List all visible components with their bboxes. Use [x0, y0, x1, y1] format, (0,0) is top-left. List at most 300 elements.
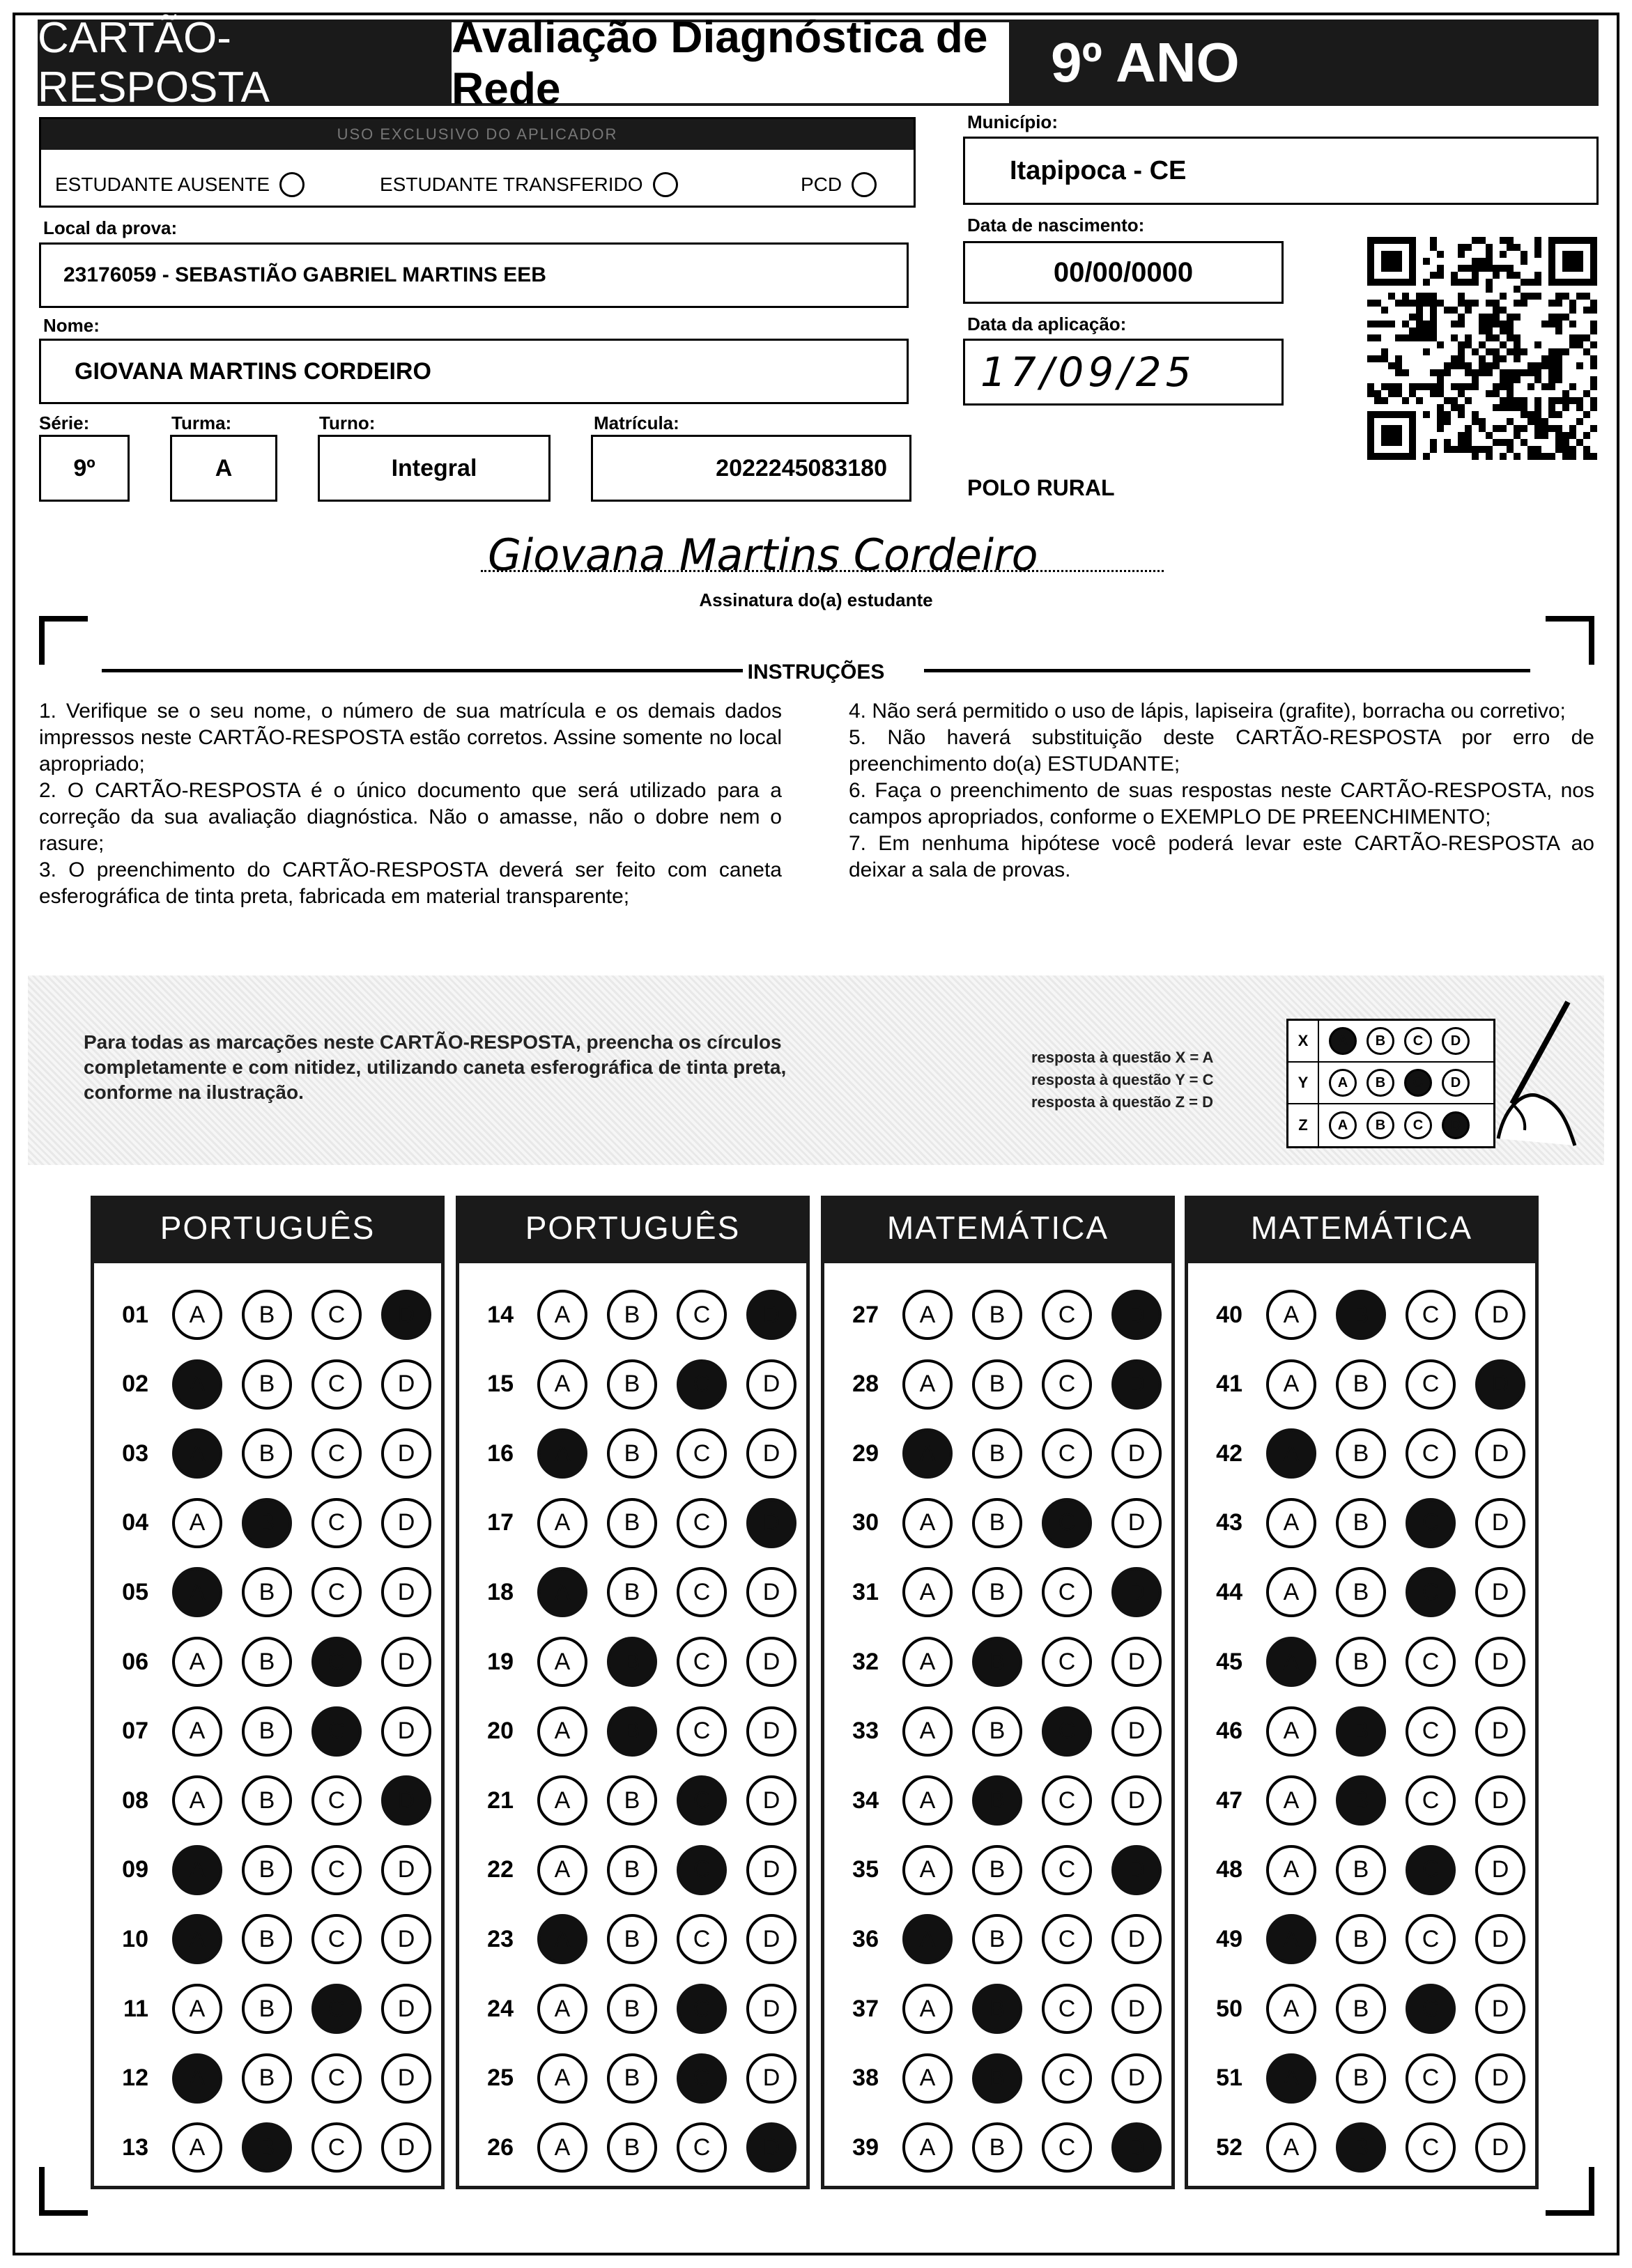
answer-bubble-b[interactable]: B — [607, 1498, 657, 1548]
answer-bubble-d[interactable]: D — [381, 1706, 431, 1757]
answer-bubble-d[interactable]: D — [1111, 1984, 1162, 2034]
answer-bubble-c[interactable]: C — [311, 1637, 362, 1687]
question-number: 26 — [487, 2134, 514, 2161]
answer-bubble-d[interactable]: D — [1111, 2122, 1162, 2173]
answer-bubble-c[interactable]: C — [1042, 1706, 1092, 1757]
answer-bubble-b[interactable]: B — [972, 1567, 1022, 1617]
answer-bubble-d[interactable]: D — [1475, 1914, 1525, 1964]
answer-bubble-d[interactable]: D — [381, 1498, 431, 1548]
answer-bubble-d[interactable]: D — [1111, 1637, 1162, 1687]
question-number: 30 — [852, 1509, 879, 1536]
polo-label: POLO RURAL — [967, 475, 1115, 500]
question-number: 03 — [122, 1440, 148, 1467]
question-number: 24 — [487, 1995, 514, 2022]
answer-bubble-a[interactable]: A — [1266, 1984, 1316, 2034]
answer-bubble-d[interactable]: D — [746, 1845, 796, 1895]
answer-bubble-c[interactable]: C — [677, 1359, 727, 1410]
answer-bubble-d[interactable]: D — [746, 1984, 796, 2034]
answer-bubble-c[interactable]: C — [311, 1984, 362, 2034]
answer-bubble-b[interactable]: B — [607, 1914, 657, 1964]
answer-column — [456, 1260, 810, 2189]
answer-bubble-d[interactable]: D — [746, 1706, 796, 1757]
answer-bubble-c[interactable]: C — [1042, 1775, 1092, 1826]
answer-bubble-a[interactable]: A — [172, 1706, 222, 1757]
answer-bubble-d[interactable]: D — [746, 1775, 796, 1826]
corner-bracket-bl — [39, 2167, 88, 2216]
answer-bubble-b[interactable]: B — [1336, 1359, 1386, 1410]
answer-bubble-a[interactable]: A — [902, 1428, 953, 1479]
answer-bubble-c[interactable]: C — [311, 1706, 362, 1757]
answer-bubble-a[interactable]: A — [172, 1290, 222, 1340]
question-number: 13 — [122, 2134, 148, 2161]
answer-bubble-a[interactable]: A — [1266, 1637, 1316, 1687]
answer-bubble-d[interactable]: D — [1475, 2122, 1525, 2173]
answer-bubble-b[interactable]: B — [242, 1775, 292, 1826]
instructions-left — [39, 698, 782, 910]
answer-bubble-a[interactable]: A — [902, 1706, 953, 1757]
answer-bubble-a[interactable]: A — [1266, 2053, 1316, 2104]
answer-bubble-b[interactable]: B — [1336, 1706, 1386, 1757]
answer-bubble-a[interactable]: A — [537, 1914, 587, 1964]
answer-bubble-b[interactable]: B — [607, 1428, 657, 1479]
answer-bubble-b[interactable]: B — [1336, 1567, 1386, 1617]
answer-bubble-c[interactable]: C — [1406, 1637, 1456, 1687]
answer-bubble-d[interactable]: D — [381, 1290, 431, 1340]
answer-bubble-b[interactable]: B — [972, 2122, 1022, 2173]
answer-bubble-c[interactable]: C — [311, 2053, 362, 2104]
answer-bubble-d[interactable]: D — [746, 1567, 796, 1617]
answer-bubble-c[interactable]: C — [1406, 1567, 1456, 1617]
question-number: 44 — [1216, 1578, 1242, 1605]
question-number: 10 — [122, 1925, 148, 1952]
answer-bubble-c[interactable]: C — [1042, 1359, 1092, 1410]
answer-bubble-b[interactable]: B — [242, 1567, 292, 1617]
absent-circle[interactable] — [279, 172, 305, 197]
nome-value: GIOVANA MARTINS CORDEIRO — [75, 357, 431, 385]
answer-bubble-c[interactable]: C — [311, 1567, 362, 1617]
question-row — [824, 1488, 1171, 1558]
question-row — [1188, 2044, 1535, 2113]
question-number: 07 — [122, 1718, 148, 1745]
answer-bubble-b[interactable]: B — [242, 1290, 292, 1340]
answer-bubble-c[interactable]: C — [677, 1845, 727, 1895]
answer-bubble-d[interactable]: D — [1111, 1775, 1162, 1826]
answer-bubble-d[interactable]: D — [381, 1775, 431, 1826]
answer-bubble-b[interactable]: B — [1336, 1984, 1386, 2034]
question-number: 18 — [487, 1578, 514, 1605]
question-row — [824, 1974, 1171, 2044]
answer-bubble-a[interactable]: A — [902, 1359, 953, 1410]
answer-bubble-d[interactable]: D — [746, 1498, 796, 1548]
question-row — [459, 1904, 806, 1974]
answer-bubble-b[interactable]: B — [242, 2122, 292, 2173]
answer-bubble-d[interactable]: D — [381, 1845, 431, 1895]
instruction-4: 4. Não será permitido o uso de lápis, lapiseira (grafite), borracha ou corretivo; — [849, 700, 1566, 723]
question-number: 17 — [487, 1509, 514, 1536]
answer-bubble-d[interactable]: D — [1111, 2053, 1162, 2104]
answer-bubble-d[interactable]: D — [381, 2122, 431, 2173]
corner-bracket-tr — [1546, 616, 1594, 665]
answer-bubble-a[interactable]: A — [1266, 1775, 1316, 1826]
answer-bubble-c[interactable]: C — [677, 1498, 727, 1548]
answer-bubble-a[interactable]: A — [902, 1567, 953, 1617]
nome-field — [39, 339, 909, 404]
question-number: 11 — [123, 1995, 148, 2022]
answer-bubble-d[interactable]: D — [1475, 1706, 1525, 1757]
question-row — [1188, 1835, 1535, 1905]
answer-bubble-a[interactable]: A — [1266, 1498, 1316, 1548]
answer-bubble-c[interactable]: C — [1406, 1984, 1456, 2034]
answer-bubble-c[interactable]: C — [677, 1290, 727, 1340]
answer-bubble-c[interactable]: C — [311, 1914, 362, 1964]
answer-bubble-a[interactable]: A — [172, 2122, 222, 2173]
fill-example-line: resposta à questão X = A — [1031, 1049, 1214, 1066]
answer-bubble-c[interactable]: C — [1406, 1775, 1456, 1826]
answer-bubble-b[interactable]: B — [1336, 1428, 1386, 1479]
question-number: 37 — [852, 1995, 879, 2022]
question-number: 22 — [487, 1856, 514, 1883]
answer-bubble-a[interactable]: A — [172, 1567, 222, 1617]
answer-bubble-d[interactable]: D — [1111, 1359, 1162, 1410]
answer-bubble-c[interactable]: C — [1406, 2053, 1456, 2104]
answer-column — [821, 1260, 1175, 2189]
transferred-circle[interactable] — [653, 172, 678, 197]
question-row — [824, 2044, 1171, 2113]
answer-bubble-b[interactable]: B — [242, 1637, 292, 1687]
answer-bubble-b[interactable]: B — [242, 1359, 292, 1410]
fill-example-bubble: B — [1367, 1069, 1394, 1097]
answer-bubble-c[interactable]: C — [1406, 1359, 1456, 1410]
answer-bubble-b[interactable]: B — [607, 1290, 657, 1340]
answer-bubble-a[interactable]: A — [1266, 1845, 1316, 1895]
matricula-field — [591, 435, 911, 502]
answer-bubble-c[interactable]: C — [1042, 1567, 1092, 1617]
answer-bubble-c[interactable]: C — [311, 1498, 362, 1548]
question-row — [94, 1557, 441, 1627]
answer-bubble-b[interactable]: B — [242, 1498, 292, 1548]
answer-bubble-d[interactable]: D — [381, 1567, 431, 1617]
grade-title: 9º ANO — [1012, 20, 1599, 106]
answer-bubble-c[interactable]: C — [1042, 1498, 1092, 1548]
question-number: 19 — [487, 1648, 514, 1675]
answer-bubble-c[interactable]: C — [1042, 1637, 1092, 1687]
question-number: 23 — [487, 1925, 514, 1952]
answer-bubble-b[interactable]: B — [607, 2053, 657, 2104]
answer-bubble-a[interactable]: A — [172, 1637, 222, 1687]
answer-bubble-a[interactable]: A — [902, 2053, 953, 2104]
question-row — [459, 1419, 806, 1488]
question-row — [459, 1557, 806, 1627]
answer-bubble-c[interactable]: C — [1406, 1498, 1456, 1548]
answer-bubble-c[interactable]: C — [677, 2053, 727, 2104]
question-number: 35 — [852, 1856, 879, 1883]
answer-bubble-a[interactable]: A — [537, 1775, 587, 1826]
answer-bubble-c[interactable]: C — [311, 1775, 362, 1826]
answer-bubble-c[interactable]: C — [677, 1567, 727, 1617]
answer-bubble-a[interactable]: A — [1266, 1359, 1316, 1410]
answer-bubble-d[interactable]: D — [1111, 1428, 1162, 1479]
answer-bubble-d[interactable]: D — [1111, 1567, 1162, 1617]
nascimento-label: Data de nascimento: — [967, 215, 1145, 236]
fill-example-bubble: C — [1404, 1027, 1432, 1055]
answer-bubble-d[interactable]: D — [746, 1637, 796, 1687]
fill-instruction: Para todas as marcações neste CARTÃO-RESPOSTA, preencha os círculos completamente e com nitidez, utilizando caneta esferográfica de tinta preta, conforme na ilustração. — [84, 1031, 787, 1103]
answer-bubble-d[interactable]: D — [381, 1359, 431, 1410]
answer-bubble-b[interactable]: B — [607, 1637, 657, 1687]
answer-bubble-b[interactable]: B — [607, 1984, 657, 2034]
question-row — [459, 1627, 806, 1697]
answer-bubble-c[interactable]: C — [1042, 1290, 1092, 1340]
answer-bubble-b[interactable]: B — [972, 1984, 1022, 2034]
question-number: 16 — [487, 1440, 514, 1467]
answer-bubble-a[interactable]: A — [1266, 1567, 1316, 1617]
question-row — [1188, 1974, 1535, 2044]
answer-bubble-b[interactable]: B — [607, 1359, 657, 1410]
answer-bubble-a[interactable]: A — [902, 2122, 953, 2173]
answer-bubble-d[interactable]: D — [381, 1914, 431, 1964]
answer-bubble-d[interactable]: D — [1475, 1845, 1525, 1895]
answer-bubble-b[interactable]: B — [1336, 2122, 1386, 2173]
nome-label: Nome: — [43, 315, 100, 336]
question-number: 04 — [122, 1509, 148, 1536]
answer-bubble-d[interactable]: D — [1475, 1984, 1525, 2034]
question-row — [1188, 1280, 1535, 1350]
answer-bubble-b[interactable]: B — [1336, 1914, 1386, 1964]
answer-bubble-b[interactable]: B — [607, 2122, 657, 2173]
question-row — [824, 1280, 1171, 1350]
answer-bubble-a[interactable]: A — [902, 1498, 953, 1548]
question-number: 32 — [852, 1648, 879, 1675]
answer-bubble-c[interactable]: C — [1406, 1706, 1456, 1757]
question-row — [94, 1766, 441, 1835]
answer-bubble-c[interactable]: C — [1406, 1914, 1456, 1964]
corner-bracket-tl — [39, 616, 88, 665]
answer-bubble-a[interactable]: A — [537, 2122, 587, 2173]
question-number: 46 — [1216, 1718, 1242, 1745]
answer-bubble-a[interactable]: A — [537, 2053, 587, 2104]
answer-bubble-d[interactable]: D — [1475, 1428, 1525, 1479]
answer-bubble-c[interactable]: C — [677, 1428, 727, 1479]
answer-bubble-c[interactable]: C — [1042, 1428, 1092, 1479]
transferred-option[interactable] — [380, 172, 678, 197]
answer-bubble-b[interactable]: B — [242, 1845, 292, 1895]
answer-bubble-a[interactable]: A — [172, 2053, 222, 2104]
absent-option[interactable] — [55, 172, 305, 197]
answer-bubble-b[interactable]: B — [1336, 1637, 1386, 1687]
answer-bubble-c[interactable]: C — [1406, 1290, 1456, 1340]
question-row — [94, 1835, 441, 1905]
answer-bubble-a[interactable]: A — [172, 1775, 222, 1826]
answer-bubble-d[interactable]: D — [746, 1914, 796, 1964]
answer-bubble-d[interactable]: D — [1111, 1914, 1162, 1964]
answer-bubble-b[interactable]: B — [972, 1359, 1022, 1410]
question-number: 33 — [852, 1718, 879, 1745]
instruction-2: 2. O CARTÃO-RESPOSTA é o único documento que será utilizado para a correção da sua avaliação diagnóstica. Não o amasse, não o dobre nem o rasure; — [39, 779, 782, 855]
answer-bubble-b[interactable]: B — [972, 1914, 1022, 1964]
answer-bubble-a[interactable]: A — [172, 1359, 222, 1410]
answer-bubble-a[interactable]: A — [902, 1914, 953, 1964]
local-value: 23176059 - SEBASTIÃO GABRIEL MARTINS EEB — [63, 263, 546, 286]
answer-bubble-d[interactable]: D — [1475, 1567, 1525, 1617]
answer-bubble-d[interactable]: D — [381, 1428, 431, 1479]
answer-bubble-c[interactable]: C — [677, 1775, 727, 1826]
answer-bubble-a[interactable]: A — [172, 1914, 222, 1964]
answer-bubble-b[interactable]: B — [242, 1428, 292, 1479]
answer-bubble-b[interactable]: B — [972, 1637, 1022, 1687]
answer-bubble-a[interactable]: A — [537, 1498, 587, 1548]
answer-bubble-d[interactable]: D — [1111, 1706, 1162, 1757]
answer-bubble-b[interactable]: B — [242, 2053, 292, 2104]
answer-bubble-c[interactable]: C — [677, 1914, 727, 1964]
answer-column — [91, 1260, 445, 2189]
answer-bubble-c[interactable]: C — [311, 1428, 362, 1479]
answer-bubble-d[interactable]: D — [746, 1359, 796, 1410]
answer-bubble-a[interactable]: A — [537, 1290, 587, 1340]
answer-bubble-c[interactable]: C — [677, 1706, 727, 1757]
column-header: MATEMÁTICA — [821, 1196, 1175, 1260]
answer-bubble-b[interactable]: B — [972, 1706, 1022, 1757]
answer-bubble-a[interactable]: A — [537, 1567, 587, 1617]
answer-bubble-d[interactable]: D — [1475, 1290, 1525, 1340]
answer-bubble-d[interactable]: D — [1111, 1845, 1162, 1895]
answer-bubble-d[interactable]: D — [746, 2053, 796, 2104]
question-row — [459, 1350, 806, 1419]
answer-bubble-b[interactable]: B — [972, 1775, 1022, 1826]
answer-bubble-c[interactable]: C — [1406, 2122, 1456, 2173]
answer-bubble-a[interactable]: A — [902, 1637, 953, 1687]
answer-bubble-a[interactable]: A — [1266, 1914, 1316, 1964]
answer-bubble-b[interactable]: B — [607, 1845, 657, 1895]
question-number: 40 — [1216, 1301, 1242, 1328]
answer-bubble-a[interactable]: A — [537, 1845, 587, 1895]
fill-example-row — [1288, 1104, 1493, 1146]
answer-bubble-d[interactable]: D — [746, 1290, 796, 1340]
question-number: 27 — [852, 1301, 879, 1328]
answer-bubble-b[interactable]: B — [1336, 1290, 1386, 1340]
question-row — [459, 1488, 806, 1558]
question-row — [1188, 1904, 1535, 1974]
question-row — [459, 1766, 806, 1835]
answer-bubble-d[interactable]: D — [381, 2053, 431, 2104]
answer-bubble-c[interactable]: C — [677, 1984, 727, 2034]
turno-value: Integral — [391, 454, 477, 481]
answer-bubble-d[interactable]: D — [381, 1637, 431, 1687]
fill-example-bubble: C — [1404, 1069, 1432, 1097]
municipio-field — [963, 137, 1599, 205]
answer-bubble-a[interactable]: A — [172, 1984, 222, 2034]
answer-bubble-d[interactable]: D — [381, 1984, 431, 2034]
pcd-option[interactable] — [801, 172, 877, 197]
answer-bubble-d[interactable]: D — [1475, 1775, 1525, 1826]
fill-example-bubble: A — [1329, 1027, 1357, 1055]
answer-bubble-a[interactable]: A — [537, 1706, 587, 1757]
answer-bubble-d[interactable]: D — [746, 1428, 796, 1479]
fill-example-bubble: C — [1404, 1111, 1432, 1139]
answer-bubble-c[interactable]: C — [311, 1290, 362, 1340]
question-row — [94, 1627, 441, 1697]
answer-bubble-a[interactable]: A — [902, 1845, 953, 1895]
absent-label: ESTUDANTE AUSENTE — [55, 173, 270, 195]
fill-example-line: resposta à questão Z = D — [1031, 1093, 1214, 1111]
pcd-circle[interactable] — [852, 172, 877, 197]
answer-bubble-a[interactable]: A — [1266, 1290, 1316, 1340]
answer-bubble-b[interactable]: B — [607, 1706, 657, 1757]
answer-bubble-c[interactable]: C — [1406, 1845, 1456, 1895]
answer-bubble-b[interactable]: B — [972, 1498, 1022, 1548]
answer-bubble-d[interactable]: D — [1475, 1637, 1525, 1687]
corner-bracket-br — [1546, 2167, 1594, 2216]
answer-bubble-c[interactable]: C — [311, 1359, 362, 1410]
answer-bubble-c[interactable]: C — [1042, 1984, 1092, 2034]
answer-bubble-b[interactable]: B — [972, 2053, 1022, 2104]
answer-bubble-a[interactable]: A — [1266, 1706, 1316, 1757]
answer-bubble-b[interactable]: B — [607, 1567, 657, 1617]
answer-bubble-d[interactable]: D — [1475, 1498, 1525, 1548]
answer-bubble-a[interactable]: A — [1266, 1428, 1316, 1479]
answer-bubble-b[interactable]: B — [242, 1706, 292, 1757]
answer-bubble-d[interactable]: D — [1111, 1498, 1162, 1548]
answer-bubble-c[interactable]: C — [677, 1637, 727, 1687]
answer-bubble-b[interactable]: B — [972, 1845, 1022, 1895]
aplicacao-field — [963, 339, 1284, 406]
answer-bubble-a[interactable]: A — [537, 1359, 587, 1410]
question-number: 38 — [852, 2065, 879, 2092]
turma-label: Turma: — [171, 412, 232, 433]
answer-bubble-c[interactable]: C — [311, 2122, 362, 2173]
answer-bubble-a[interactable]: A — [1266, 2122, 1316, 2173]
answer-bubble-b[interactable]: B — [972, 1290, 1022, 1340]
answer-bubble-c[interactable]: C — [311, 1845, 362, 1895]
answer-bubble-c[interactable]: C — [677, 2122, 727, 2173]
answer-bubble-a[interactable]: A — [537, 1984, 587, 2034]
answer-bubble-a[interactable]: A — [902, 1775, 953, 1826]
answer-bubble-d[interactable]: D — [746, 2122, 796, 2173]
question-number: 36 — [852, 1925, 879, 1952]
answer-bubble-b[interactable]: B — [242, 1984, 292, 2034]
answer-bubble-b[interactable]: B — [607, 1775, 657, 1826]
answer-bubble-b[interactable]: B — [1336, 1775, 1386, 1826]
answer-bubble-b[interactable]: B — [1336, 1498, 1386, 1548]
answer-bubble-c[interactable]: C — [1042, 2122, 1092, 2173]
question-row — [459, 2113, 806, 2182]
fill-example-bubble: B — [1367, 1111, 1394, 1139]
answer-bubble-a[interactable]: A — [172, 1845, 222, 1895]
turno-label: Turno: — [319, 412, 376, 433]
answer-bubble-a[interactable]: A — [537, 1637, 587, 1687]
answer-bubble-a[interactable]: A — [902, 1984, 953, 2034]
answer-bubble-a[interactable]: A — [902, 1290, 953, 1340]
answer-bubble-c[interactable]: C — [1042, 2053, 1092, 2104]
answer-bubble-a[interactable]: A — [172, 1428, 222, 1479]
answer-bubble-b[interactable]: B — [972, 1428, 1022, 1479]
question-row — [1188, 1697, 1535, 1766]
answer-bubble-c[interactable]: C — [1042, 1845, 1092, 1895]
question-number: 05 — [122, 1578, 148, 1605]
signature-line — [481, 570, 1164, 572]
answer-bubble-c[interactable]: C — [1042, 1914, 1092, 1964]
answer-bubble-a[interactable]: A — [537, 1428, 587, 1479]
fill-example-key: Y — [1288, 1063, 1319, 1103]
answer-bubble-a[interactable]: A — [172, 1498, 222, 1548]
answer-bubble-c[interactable]: C — [1406, 1428, 1456, 1479]
answer-bubble-d[interactable]: D — [1475, 2053, 1525, 2104]
turma-value: A — [215, 454, 233, 481]
answer-bubble-d[interactable]: D — [1475, 1359, 1525, 1410]
answer-bubble-b[interactable]: B — [1336, 2053, 1386, 2104]
answer-bubble-b[interactable]: B — [242, 1914, 292, 1964]
answer-bubble-d[interactable]: D — [1111, 1290, 1162, 1340]
answer-bubble-b[interactable]: B — [1336, 1845, 1386, 1895]
